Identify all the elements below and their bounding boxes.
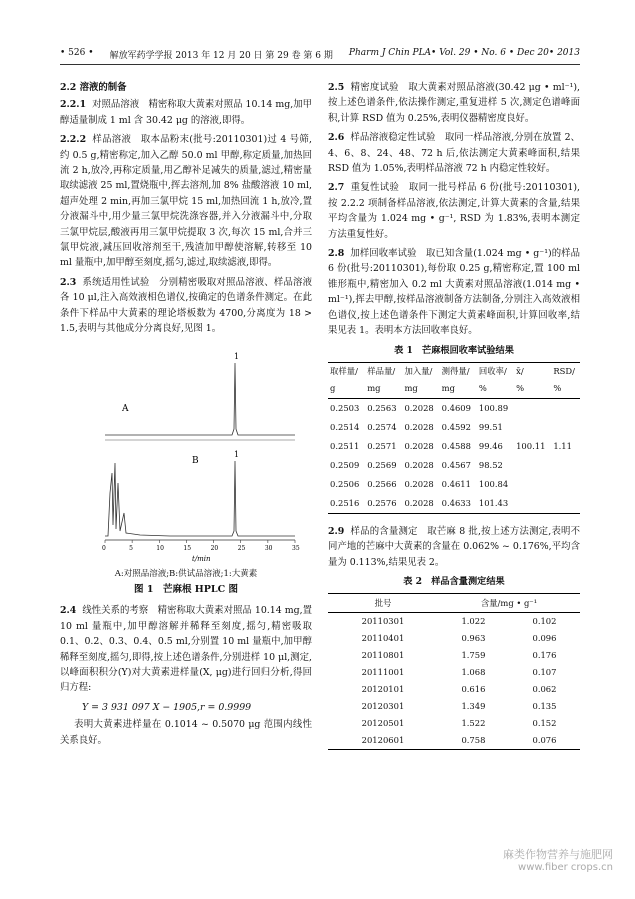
table-cell bbox=[514, 418, 551, 437]
right-column bbox=[328, 80, 580, 750]
site-watermark bbox=[503, 846, 613, 873]
table-cell bbox=[514, 456, 551, 475]
paragraph-text: 样品溶液稳定性试验 取同一样品溶液,分别在放置 2、4、6、8、24、48、72 h 后,依法测定大黄素峰面积,结果 RSD 值为 1.05%,表明样品溶液 72 h 内稳定性较好。 bbox=[328, 132, 580, 175]
axis-tick-label: 10 bbox=[156, 544, 164, 552]
axis-tick-label: 30 bbox=[264, 544, 273, 552]
table-row bbox=[328, 398, 580, 418]
paragraph-2-2-2 bbox=[60, 132, 312, 271]
table-cell: 20110801 bbox=[361, 650, 405, 661]
paragraph-2-2-1 bbox=[60, 97, 312, 128]
section-number: 2.9 bbox=[328, 525, 345, 537]
table-row bbox=[328, 630, 580, 647]
table-cell: 1.11 bbox=[553, 440, 572, 451]
table-cell: 1.068 bbox=[461, 667, 486, 678]
table-header-row bbox=[328, 362, 580, 380]
table-cell: 100.11 bbox=[516, 440, 546, 451]
page-number: • 526 • bbox=[60, 48, 94, 58]
table-cell: 100.84 bbox=[478, 478, 509, 489]
column-header: 测得量/ bbox=[440, 362, 477, 380]
table-cell: 0.616 bbox=[461, 684, 486, 695]
table-row bbox=[328, 456, 580, 475]
watermark-url: www.fiber crops.cn bbox=[518, 862, 613, 873]
table-row bbox=[328, 475, 580, 494]
table-cell bbox=[551, 398, 580, 418]
trace-label-a: A bbox=[122, 403, 129, 414]
figure-caption: A:对照品溶液;B:供试品溶液;1:大黄素 bbox=[114, 568, 258, 579]
table-cell bbox=[551, 418, 580, 437]
axis-tick-label: 35 bbox=[292, 544, 300, 552]
table-cell: 1.349 bbox=[461, 701, 486, 712]
table-row bbox=[328, 647, 580, 664]
table-cell: 0.102 bbox=[532, 616, 557, 627]
trace-b bbox=[105, 461, 295, 536]
unit-header: mg bbox=[440, 380, 477, 398]
section-number: 2.8 bbox=[328, 248, 345, 260]
table-cell: 0.2563 bbox=[367, 402, 397, 413]
table-cell: 0.2506 bbox=[330, 478, 360, 489]
table-cell: 0.2509 bbox=[330, 459, 360, 470]
section-heading: 2.2 溶液的制备 bbox=[60, 82, 127, 93]
table-cell: 0.4567 bbox=[441, 459, 471, 470]
table-cell bbox=[514, 494, 551, 514]
column-header: 含量/mg • g⁻¹ bbox=[438, 594, 580, 613]
section-number: 2.5 bbox=[328, 82, 345, 93]
unit-header: mg bbox=[402, 380, 439, 398]
figure-title: 图 1 芒麻根 HPLC 图 bbox=[134, 583, 238, 595]
table-cell: 0.2028 bbox=[404, 440, 434, 451]
table-cell: 0.062 bbox=[532, 684, 557, 695]
paragraph-2-4-tail: 表明大黄素进样量在 0.1014 ~ 0.5070 μg 范围内线性关系良好。 bbox=[60, 719, 312, 746]
section-number: 2.2.1 bbox=[60, 99, 87, 111]
table-cell: 20120101 bbox=[361, 684, 405, 695]
table-header-row bbox=[328, 594, 580, 613]
peak-label-b: 1 bbox=[234, 449, 240, 459]
unit-header: g bbox=[328, 380, 365, 398]
table-row bbox=[328, 681, 580, 698]
table-cell: 99.51 bbox=[478, 421, 503, 432]
table-cell: 0.2571 bbox=[367, 440, 397, 451]
table-cell bbox=[514, 475, 551, 494]
regression-equation: Y = 3 931 097 X − 1905,r = 0.9999 bbox=[82, 701, 252, 713]
column-header: 批号 bbox=[328, 594, 438, 613]
table-cell: 0.4609 bbox=[441, 402, 471, 413]
journal-info-cn: 解放军药学学报 2013 年 12 月 20 日 第 29 卷 第 6 期 bbox=[109, 51, 333, 61]
table-cell: 0.076 bbox=[509, 732, 580, 750]
unit-header: % bbox=[477, 380, 514, 398]
table-cell: 20111001 bbox=[361, 667, 405, 678]
paragraph-text: 对照品溶液 精密称取大黄素对照品 10.14 mg,加甲醇适量制成 1 ml 含 30.42 μg 的溶液,即得。 bbox=[60, 99, 312, 126]
unit-header: mg bbox=[365, 380, 402, 398]
table-row bbox=[328, 418, 580, 437]
table-cell bbox=[551, 494, 580, 514]
table-cell: 0.2028 bbox=[402, 494, 439, 514]
recovery-table bbox=[328, 362, 580, 514]
paragraph-2-7 bbox=[328, 180, 580, 242]
table-2-title: 表 2 样品含量测定结果 bbox=[403, 575, 505, 587]
table-cell: 0.107 bbox=[532, 667, 557, 678]
table-row bbox=[328, 715, 580, 732]
table-cell: 0.2566 bbox=[367, 478, 397, 489]
table-cell: 0.2574 bbox=[367, 421, 397, 432]
section-number: 2.2.2 bbox=[60, 134, 87, 146]
peak-label-a: 1 bbox=[234, 351, 240, 361]
running-header bbox=[60, 48, 580, 65]
table-cell: 0.2569 bbox=[367, 459, 397, 470]
unit-header: % bbox=[514, 380, 551, 398]
paragraph-2-5 bbox=[328, 80, 580, 126]
paragraph-2-6 bbox=[328, 130, 580, 176]
column-header: 回收率/ bbox=[477, 362, 514, 380]
table-cell: 0.2516 bbox=[328, 494, 365, 514]
paragraph-text: 精密度试验 取大黄素对照品溶液(30.42 μg • ml⁻¹),按上述色谱条件,依法操作测定,重复进样 5 次,测定色谱峰面积,计算 RSD 值为 0.25%,表明仪器精密度良好。 bbox=[328, 82, 580, 124]
table-row bbox=[328, 494, 580, 514]
section-number: 2.3 bbox=[60, 276, 77, 288]
column-header: 样品量/ bbox=[365, 362, 402, 380]
table-1-title: 表 1 芒麻根回收率试验结果 bbox=[394, 344, 514, 356]
table-cell: 99.46 bbox=[478, 440, 503, 451]
table-cell: 0.2511 bbox=[330, 440, 360, 451]
table-cell: 98.52 bbox=[478, 459, 503, 470]
table-cell: 20120301 bbox=[361, 701, 405, 712]
trace-label-b: B bbox=[192, 455, 199, 466]
table-cell: 20110401 bbox=[361, 633, 405, 644]
table-cell: 0.2028 bbox=[404, 478, 434, 489]
table-cell: 20110301 bbox=[361, 616, 405, 627]
table-cell: 0.758 bbox=[438, 732, 509, 750]
left-column bbox=[60, 80, 312, 752]
table-units-row bbox=[328, 380, 580, 398]
table-cell: 20120601 bbox=[328, 732, 438, 750]
table-cell: 0.4588 bbox=[441, 440, 471, 451]
axis-tick-label: 5 bbox=[129, 544, 133, 552]
table-cell bbox=[551, 456, 580, 475]
table-cell: 0.2028 bbox=[404, 421, 434, 432]
table-row bbox=[328, 664, 580, 681]
axis-label: t/min bbox=[192, 554, 211, 563]
column-header: 取样量/ bbox=[328, 362, 365, 380]
table-row bbox=[328, 732, 580, 750]
watermark-text: 麻类作物营养与施肥网 bbox=[503, 848, 613, 861]
table-cell: 0.2514 bbox=[330, 421, 360, 432]
table-cell bbox=[551, 475, 580, 494]
table-cell: 0.4633 bbox=[440, 494, 477, 514]
column-header: x̄/ bbox=[514, 362, 551, 380]
table-row bbox=[328, 613, 580, 631]
paragraph-text: 系统适用性试验 分别精密吸取对照品溶液、样品溶液各 10 μl,注入高效液相色谱仪,按确定的色谱条件测定。在此条件下样品中大黄素的理论塔板数为 4700,分离度为 18 > 1.5,表明与其他成分分离良好,见图 1。 bbox=[60, 276, 312, 335]
section-number: 2.6 bbox=[328, 132, 345, 144]
paragraph-2-8 bbox=[328, 246, 580, 338]
paragraph-2-4 bbox=[60, 603, 312, 695]
axis-ticks bbox=[102, 540, 300, 552]
table-cell: 0.135 bbox=[532, 701, 557, 712]
trace-a bbox=[105, 363, 295, 435]
table-cell: 0.176 bbox=[532, 650, 557, 661]
axis-tick-label: 15 bbox=[183, 544, 192, 552]
chromatogram bbox=[100, 343, 300, 563]
table-row bbox=[328, 437, 580, 456]
paragraph-2-9 bbox=[328, 524, 580, 570]
axis-tick-label: 20 bbox=[210, 544, 219, 552]
column-header: 加入量/ bbox=[402, 362, 439, 380]
section-number: 2.4 bbox=[60, 605, 77, 617]
paragraph-text: 线性关系的考察 精密称取大黄素对照品 10.14 mg,置 10 ml 量瓶中,加甲醇溶解并稀释至刻度,摇匀,精密吸取 0.1、0.2、0.3、0.4、0.5 ml,分别置 10 ml 量瓶中,加甲醇稀释至刻度,摇匀,即得,按上述色谱条件,分别进样 10 μl,测定,以峰面积积分(Y)对大黄素进样量(X, μg)进行回归分析,得回归方程: bbox=[60, 605, 312, 694]
section-number: 2.7 bbox=[328, 182, 345, 194]
table-cell: 0.152 bbox=[532, 718, 557, 729]
table-cell: 20120501 bbox=[361, 718, 405, 729]
axis-tick-label: 25 bbox=[237, 544, 246, 552]
table-cell bbox=[514, 398, 551, 418]
hplc-figure bbox=[60, 343, 312, 563]
table-cell: 101.43 bbox=[477, 494, 514, 514]
table-cell: 0.096 bbox=[532, 633, 557, 644]
table-row bbox=[328, 698, 580, 715]
table-cell: 0.2576 bbox=[365, 494, 402, 514]
paragraph-text: 样品溶液 取本品粉末(批号:20110301)过 4 号筛,约 0.5 g,精密称定,加入乙醇 50.0 ml 甲醇,称定质量,加热回流 2 h,放冷,再称定质量,用乙醇补足减失的质量,滤过,精密量取续滤液 25 ml,置烧瓶中,挥去溶剂,加 8% 盐酸溶液 10 ml,超声处理 2 min,再加三氯甲烷 15 ml,加热回流 1 h,放冷,置分液漏斗中,用少量三氯甲烷洗涤容器,并入分液漏斗中,分取三氯甲烷层,酸液再用三氯甲烷提取 3 次,每次 15 ml,合并三氯甲烷液,减压回收溶剂至干,残渣加甲醇使溶解,转移至 10 ml 量瓶中,加甲醇至刻度,摇匀,滤过,取续滤液,即得。 bbox=[60, 134, 312, 269]
table-cell: 0.4611 bbox=[441, 478, 471, 489]
table-cell: 100.89 bbox=[478, 402, 509, 413]
table-cell: 1.759 bbox=[461, 650, 486, 661]
table-cell: 0.2028 bbox=[404, 459, 434, 470]
table-cell: 1.022 bbox=[461, 616, 486, 627]
table-cell: 0.4592 bbox=[441, 421, 471, 432]
journal-info-en: Pharm J Chin PLA• Vol. 29 • No. 6 • Dec 20• 2013 bbox=[348, 48, 580, 58]
table-cell: 0.963 bbox=[461, 633, 486, 644]
paragraph-text: 样品的含量测定 取芒麻 8 批,按上述方法测定,表明不同产地的芒麻中大黄素的含量在 0.062% ~ 0.176%,平均含量为 0.113%,结果见表 2。 bbox=[328, 525, 580, 568]
axis-tick-label: 0 bbox=[102, 544, 106, 552]
paragraph-2-3 bbox=[60, 275, 312, 337]
paragraph-text: 加样回收率试验 取已知含量(1.024 mg • g⁻¹)的样品 6 份(批号:20110301),每份取 0.25 g,精密称定,置 100 ml 锥形瓶中,精密加入 0.2 ml 大黄素对照品溶液(1.014 mg • ml⁻¹),挥去甲醇,按样品溶液制备方法制备,分别注入高效液相色谱仪,按上述色谱条件下测定大黄素峰面积,计算回收率,结果见表 1。表明本方法回收率良好。 bbox=[328, 248, 580, 337]
paragraph-text: 重复性试验 取同一批号样品 6 份(批号:20110301),按 2.2.2 项制备样品溶液,依法测定,计算大黄素的含量,结果平均含量为 1.024 mg • g⁻¹, RSD 为 1.83%,表明本测定方法重复性好。 bbox=[328, 182, 580, 240]
content-table bbox=[328, 593, 580, 750]
table-cell: 1.522 bbox=[461, 718, 486, 729]
unit-header: % bbox=[551, 380, 580, 398]
table-cell: 0.2028 bbox=[404, 402, 434, 413]
table-cell: 0.2503 bbox=[330, 402, 360, 413]
column-header: RSD/ bbox=[551, 362, 580, 380]
